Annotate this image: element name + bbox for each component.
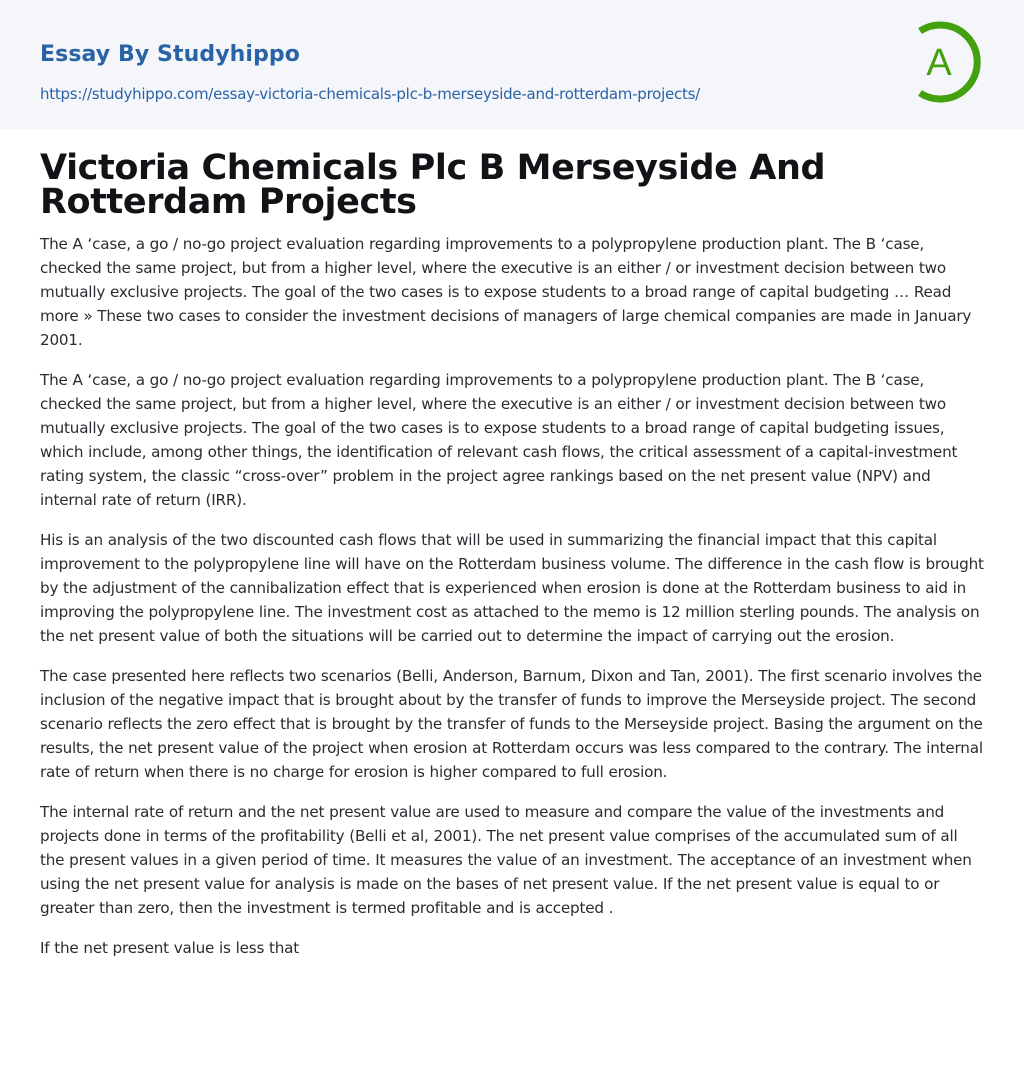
brand-title: Essay By Studyhippo [40,42,300,67]
page-title: Victoria Chemicals Plc B Merseyside And Rotterdam Projects [40,148,826,222]
studyhippo-a-logo-icon[interactable] [908,18,988,106]
intro-paragraph [40,232,984,352]
source-url-link[interactable]: https://studyhippo.com/essay-victoria-chemicals-plc-b-merseyside-and-rotterdam-projects/ [40,85,700,103]
body-paragraph: The internal rate of return and the net present value are used to measure and compare the value of the investments and projects done in terms of the profitability (Belli et al, 2001). The net present value comprises of the accumulated sum of all the present values in a given period of time. It measures the value of an investment. The acceptance of an investment when using the net present value for analysis is made on the bases of net present value. If the net present value is equal to or greater than zero, then the investment is termed profitable and is accepted . [40,803,972,917]
intro-text: The A ‘case, a go / no-go project evaluation regarding improvements to a polypropylene production plant. The B ‘case, checked the same project, but from a higher level, where the executive is an either / or investment decision between two mutually exclusive projects. The goal of the two cases is to expose students to a broad range of capital budgeting … [40,235,946,301]
body-paragraph: The case presented here reflects two scenarios (Belli, Anderson, Barnum, Dixon and Tan, 2001). The first scenario involves the inclusion of the negative impact that is brought about by the transfer of funds to improve the Merseyside project. The second scenario reflects the zero effect that is brought by the transfer of funds to the Merseyside project. Basing the argument on the results, the net present value of the project when erosion at Rotterdam occurs was less compared to the contrary. The internal rate of return when there is no charge for erosion is higher compared to full erosion. [40,667,983,781]
read-more-link[interactable]: Read more » [40,283,952,325]
intro-text-continued: These two cases to consider the investment decisions of managers of large chemical companies are made in January 2001. [40,307,972,349]
site-header [0,0,1024,129]
body-paragraph: The A ‘case, a go / no-go project evaluation regarding improvements to a polypropylene production plant. The B ‘case, checked the same project, but from a higher level, where the executive is an either / or investment decision between two mutually exclusive projects. The goal of the two cases is to expose students to a broad range of capital budgeting issues, which include, among other things, the identification of relevant cash flows, the critical assessment of a capital-investment rating system, the classic “cross-over” problem in the project agree rankings based on the net present value (NPV) and internal rate of return (IRR). [40,371,958,509]
article [0,129,1024,1016]
body-paragraph: His is an analysis of the two discounted cash flows that will be used in summarizing the financial impact that this capital improvement to the polypropylene line will have on the Rotterdam business volume. The difference in the cash flow is brought by the adjustment of the cannibalization effect that is experienced when erosion is done at the Rotterdam business to aid in improving the polypropylene line. The investment cost as attached to the memo is 12 million sterling pounds. The analysis on the net present value of both the situations will be carried out to determine the impact of carrying out the erosion. [40,531,984,645]
logo-letter: A [926,42,952,84]
truncated-paragraph: If the net present value is less that [40,939,300,957]
